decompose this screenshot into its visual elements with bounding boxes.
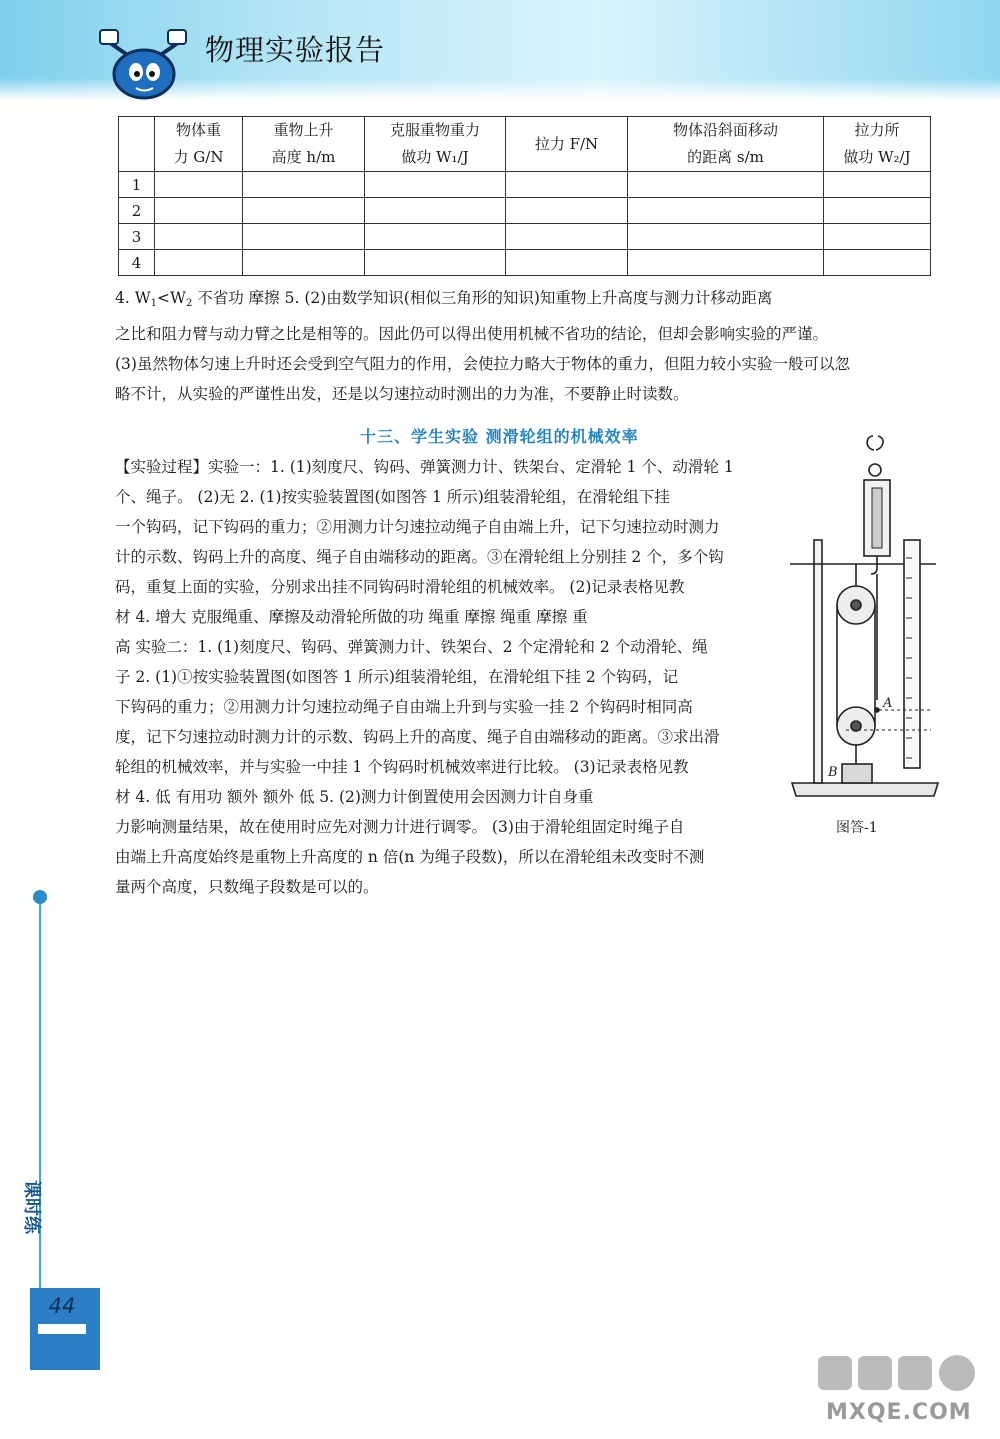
answer-line: 4. $W_1<W_2$ 不省功 摩擦 5. (2)由数学知识(相似三角形的知识)知重物上升高度与测力计移动距离 [115, 289, 773, 309]
table-row [119, 172, 931, 198]
side-divider [39, 898, 41, 1298]
body-line: 由端上升高度始终是重物上升高度的 n 倍(n 为绳子段数)，所以在滑轮组未改变时不测 [115, 848, 705, 866]
answer-line: 之比和阻力臂与动力臂之比是相等的。因此仍可以得出使用机械不省功的结论，但却会影响实验的严谨。 [115, 325, 829, 343]
body-line: 码，重复上面的实验，分别求出挂不同钩码时滑轮组的机械效率。 (2)记录表格见教 [115, 578, 685, 596]
table-header-cell [119, 117, 155, 172]
table-header-cell: 克服重物重力 做功 W₁/J [365, 117, 506, 172]
mascot-logo-icon [96, 18, 192, 102]
table-row [119, 250, 931, 276]
side-label: 课时练 [21, 1180, 42, 1234]
body-line: 度，记下匀速拉动时测力计的示数、钩码上升的高度、绳子自由端移动的距离。③求出滑 [115, 728, 720, 746]
body-line: 一个钩码，记下钩码的重力；②用测力计匀速拉动绳子自由端上升，记下匀速拉动时测力 [115, 518, 720, 536]
side-dot-icon [33, 890, 47, 904]
body-line: 【实验过程】实验一：1. (1)刻度尺、钩码、弹簧测力计、铁架台、定滑轮 1 个、动滑轮 1 [115, 458, 734, 476]
row-number: 3 [119, 224, 155, 250]
body-line: 子 2. (1)①按实验装置图(如图答 1 所示)组装滑轮组，在滑轮组下挂 2 个钩码，记 [115, 668, 679, 686]
table-header-cell: 重物上升 高度 h/m [243, 117, 365, 172]
figure-caption: 图答-1 [836, 820, 878, 836]
body-line: 材 4. 低 有用功 额外 额外 低 5. (2)测力计倒置使用会因测力计自身重 [115, 788, 594, 806]
data-table [118, 116, 931, 276]
row-number: 4 [119, 250, 155, 276]
table-header-cell: 物体沿斜面移动 的距离 s/m [628, 117, 824, 172]
body-line: 轮组的机械效率，并与实验一中挂 1 个钩码时机械效率进行比较。 (3)记录表格见教 [115, 758, 689, 776]
row-number: 2 [119, 198, 155, 224]
section-title: 十三、学生实验 测滑轮组的机械效率 [360, 427, 639, 446]
table-header-cell: 物体重 力 G/N [155, 117, 243, 172]
header-title: 物理实验报告 [205, 33, 386, 67]
table-row [119, 198, 931, 224]
answer-line: (3)虽然物体匀速上升时还会受到空气阻力的作用，会使拉力略大于物体的重力，但阻力较小实验一般可以忽 [115, 355, 850, 373]
body-line: 计的示数、钩码上升的高度、绳子自由端移动的距离。③在滑轮组上分别挂 2 个，多个钩 [115, 548, 724, 566]
page-number-bar [38, 1324, 86, 1334]
label-a: A [883, 696, 893, 711]
table-row [119, 224, 931, 250]
pulley-apparatus-figure [786, 428, 946, 808]
table-header-row [119, 117, 931, 172]
body-text [115, 452, 780, 902]
row-number: 1 [119, 172, 155, 198]
body-line: 下钩码的重力；②用测力计匀速拉动绳子自由端上升到与实验一挂 2 个钩码时相同高 [115, 698, 693, 716]
body-line: 个、绳子。 (2)无 2. (1)按实验装置图(如图答 1 所示)组装滑轮组，在滑轮组下挂 [115, 488, 670, 506]
table-header-cell: 拉力 F/N [506, 117, 628, 172]
body-line: 高 实验二：1. (1)刻度尺、钩码、弹簧测力计、铁架台、2 个定滑轮和 2 个动滑轮、绳 [115, 638, 708, 656]
page-number: 44 [48, 1294, 76, 1318]
answer-block [115, 283, 935, 409]
body-line: 力影响测量结果，故在使用时应先对测力计进行调零。 (3)由于滑轮组固定时绳子自 [115, 818, 685, 836]
table-header-cell: 拉力所 做功 W₂/J [824, 117, 931, 172]
label-b: B [828, 765, 838, 780]
body-line: 材 4. 增大 克服绳重、摩擦及动滑轮所做的功 绳重 摩擦 绳重 摩擦 重 [115, 608, 588, 626]
body-line: 量两个高度，只数绳子段数是可以的。 [115, 878, 379, 896]
watermark-text: MXQE.COM [826, 1400, 972, 1425]
answer-line: 略不计，从实验的严谨性出发，还是以匀速拉动时测出的力为准，不要静止时读数。 [115, 385, 689, 403]
